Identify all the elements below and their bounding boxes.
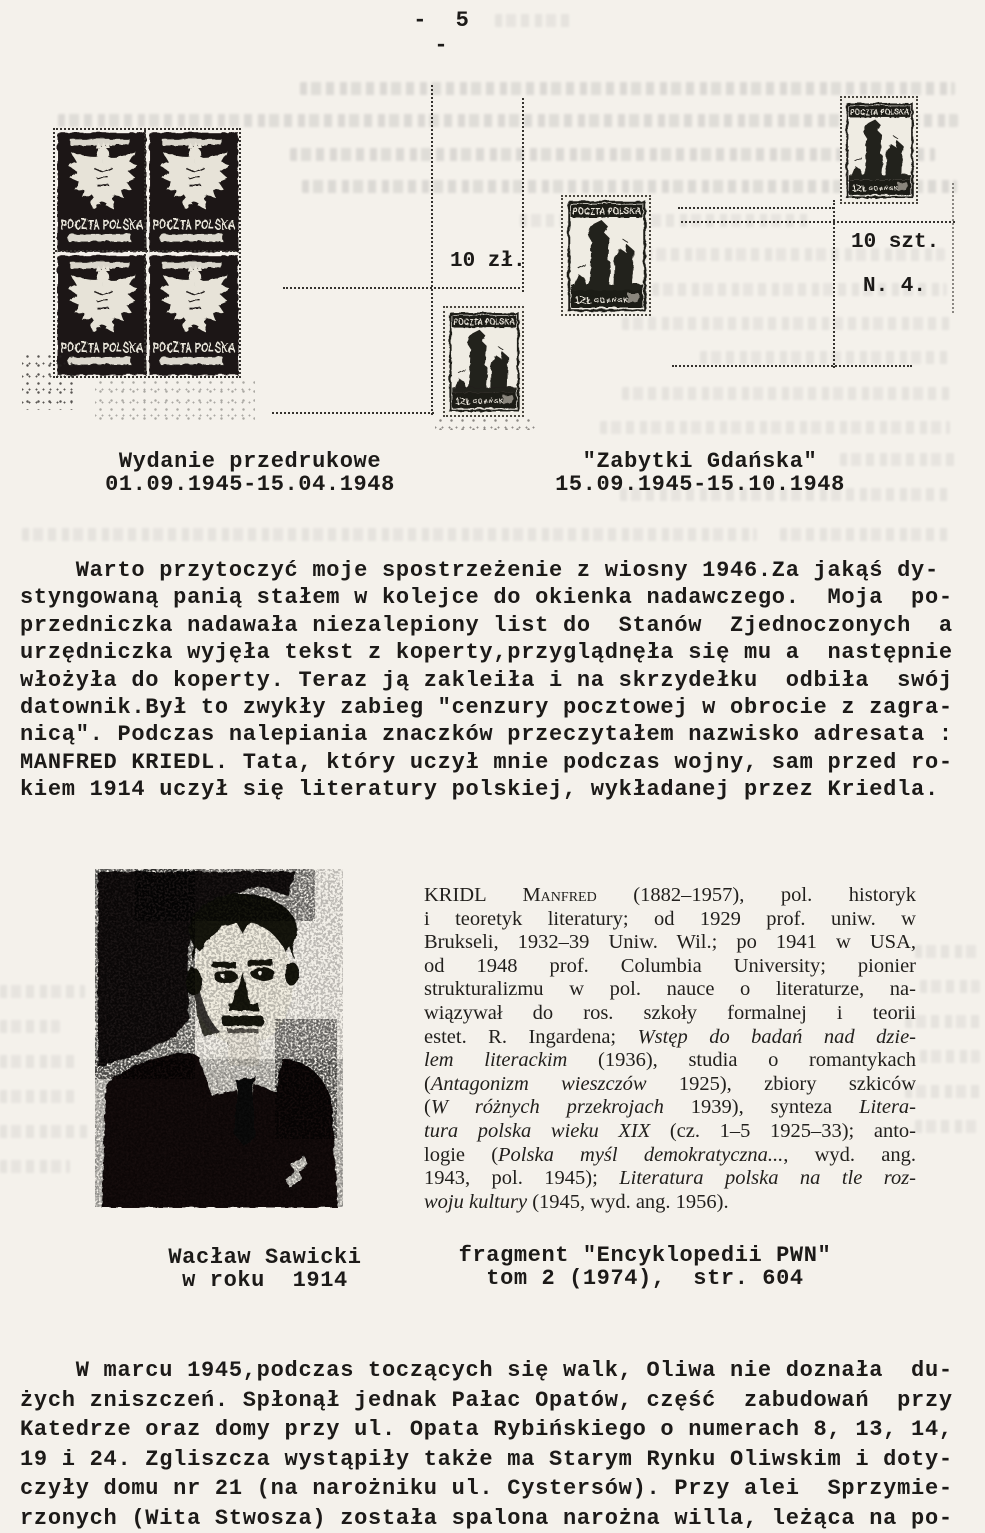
perforation-line: [681, 221, 955, 223]
text-line: logie (Polska myśl demokratyczna..., wyd. ang.: [424, 1143, 916, 1166]
perforation-line: [283, 287, 520, 289]
fragment-caption: [445, 1244, 845, 1290]
eagle-stamp-image: [55, 130, 147, 253]
text-line: estet. R. Ingardena; Wstęp do badań nad dzie-: [424, 1025, 917, 1048]
text-line: Warto przytoczyć moje spostrzeżenie z wiosny 1946.Za jakąś dy-: [20, 558, 939, 583]
text-line: strukturalizmu w pol. nauce o literaturze, na-: [424, 978, 916, 1001]
text-line: (W różnych przekrojach 1939), synteza Litera-: [424, 1096, 917, 1119]
bleedthrough-smudge: [622, 317, 950, 330]
left-stamp-caption-dates: 01.09.1945-15.04.1948: [105, 472, 395, 497]
photo-caption-year: w roku 1914: [182, 1268, 348, 1293]
perforation-line: [952, 183, 954, 313]
bleedthrough-smudge: [0, 985, 85, 998]
perforation-line: [833, 200, 835, 368]
text-line: woju kultury (1945, wyd. ang. 1956).: [424, 1190, 729, 1213]
ink-speck: [435, 416, 535, 430]
bleedthrough-smudge: [0, 1090, 80, 1103]
right-stamp-caption-dates: 15.09.1945-15.10.1948: [555, 472, 845, 497]
text-line: datownik.Był to zwykły zabieg "cenzury pocztowej w obrocie z zagra-: [20, 695, 953, 721]
eagle-stamp-block: [53, 128, 241, 378]
text-line: Brukseli, 1932–39 Uniw. Wil.; po 1941 w USA,: [424, 931, 916, 954]
bleedthrough-smudge: [905, 1015, 980, 1028]
text-line: Katedrze oraz domy przy ul. Opata Rybińskiego o numerach 8, 13, 14,: [20, 1417, 953, 1442]
text-line: kiem 1914 uczył się literatury polskiej, wykładanej przez Kriedla.: [20, 777, 939, 803]
fragment-caption-page: tom 2 (1974), str. 604: [486, 1266, 804, 1291]
gdansk-stamp-image: [561, 195, 651, 316]
text-line: rzonych (Wita Stwosza) została spalona narożna willa, leżąca na po-: [20, 1505, 953, 1531]
bleedthrough-smudge: [622, 387, 950, 400]
text-line: nicą". Podczas nalepiania znaczków przeczytałem nazwisko adresata :: [20, 722, 953, 748]
bleedthrough-smudge: [58, 114, 958, 127]
sheet-number-label: N. 4.: [863, 275, 927, 298]
text-line: 1943, pol. 1945); Literatura polska na tle roz-: [424, 1167, 916, 1190]
perforation-line: [431, 85, 433, 415]
bleedthrough-smudge: [495, 14, 570, 27]
ink-speck: [22, 352, 77, 410]
fragment-caption-source: fragment "Encyklopedii PWN": [458, 1243, 832, 1268]
eagle-stamp-image: [147, 130, 239, 253]
text-line: tura polska wieku XIX (cz. 1–5 1925–33); anto-: [424, 1119, 916, 1142]
right-stamp-caption: [530, 450, 870, 496]
bleedthrough-smudge: [0, 1160, 70, 1173]
text-line: 19 i 24. Zgliszcza wystąpiły także ma Starym Rynku Oliwskim i doty-: [20, 1446, 953, 1472]
text-line: wiązywał do ros. szkoły formalnej i teorii: [424, 1001, 916, 1024]
text-line: i teoretyk literatury; od 1929 prof. uniw. w: [424, 907, 916, 930]
photo-caption-name: Wacław Sawicki: [168, 1245, 362, 1270]
perforation-line: [55, 250, 235, 252]
count-label: 10 szt.: [851, 231, 940, 254]
bleedthrough-smudge: [905, 1085, 980, 1098]
bleedthrough-smudge: [600, 421, 950, 434]
bleedthrough-smudge: [290, 148, 935, 161]
bleedthrough-smudge: [920, 1050, 980, 1063]
text-line: MANFRED KRIEDL. Tata, który uczył mnie podczas wojny, sam przed ro-: [20, 749, 953, 775]
text-line: żych zniszczeń. Spłonął jednak Pałac Opatów, część zabudowań przy: [20, 1387, 953, 1413]
bleedthrough-smudge: [0, 1125, 90, 1138]
text-line: styngowaną panią stałem w kolejce do okienka nadawczego. Moja po-: [20, 585, 953, 611]
oliwa-paragraph: [20, 1356, 970, 1533]
left-stamp-caption: [60, 450, 440, 496]
gdansk-stamp-image: [443, 306, 524, 417]
text-line: włożyła do koperty. Teraz ją zakleiła i na skrzydełku odbiła swój: [20, 667, 953, 693]
right-stamp-caption-title: "Zabytki Gdańska": [582, 449, 818, 474]
page-number: - 5 -: [413, 8, 477, 58]
price-label: 10 zł.: [450, 250, 526, 273]
eagle-stamp-image: [147, 253, 239, 376]
text-line: lem literackim (1936), studia o romantykach: [424, 1049, 916, 1072]
memoir-paragraph: [20, 557, 970, 804]
perforation-line: [672, 365, 912, 367]
text-line: KRIDL Manfred (1882–1957), pol. historyk: [424, 884, 916, 906]
bleedthrough-smudge: [920, 980, 980, 993]
bleedthrough-smudge: [780, 528, 950, 541]
perforation-line: [678, 207, 834, 209]
bleedthrough-smudge: [0, 1020, 60, 1033]
text-line: od 1948 prof. Columbia University; pionier: [424, 954, 916, 977]
perforation-line: [272, 412, 434, 414]
encyclopedia-excerpt: [424, 884, 916, 1214]
bleedthrough-smudge: [300, 82, 955, 95]
portrait-photo: [95, 868, 343, 1208]
bleedthrough-smudge: [0, 1055, 75, 1068]
text-line: czyły domu nr 21 (na narożniku ul. Cystersów). Przy alei Sprzymie-: [20, 1476, 953, 1501]
bleedthrough-smudge: [915, 1120, 980, 1133]
photo-caption: [130, 1246, 400, 1292]
bleedthrough-smudge: [915, 945, 980, 958]
bleedthrough-smudge: [22, 528, 757, 541]
bleedthrough-smudge: [700, 351, 950, 364]
text-line: przedniczka nadawała niezalepiony list do Stanów Zjednoczonych a: [20, 612, 953, 638]
gdansk-stamp-image: [840, 96, 918, 204]
text-line: W marcu 1945,podczas toczących się walk, Oliwa nie doznała du-: [20, 1358, 953, 1383]
ink-speck: [95, 378, 255, 426]
text-line: urzędniczka wyjęła tekst z koperty,przyglądnęła się mu a następnie: [20, 640, 953, 666]
left-stamp-caption-title: Wydanie przedrukowe: [118, 449, 382, 474]
text-line: (Antagonizm wieszczów 1925), zbiory szkiców: [424, 1072, 917, 1095]
